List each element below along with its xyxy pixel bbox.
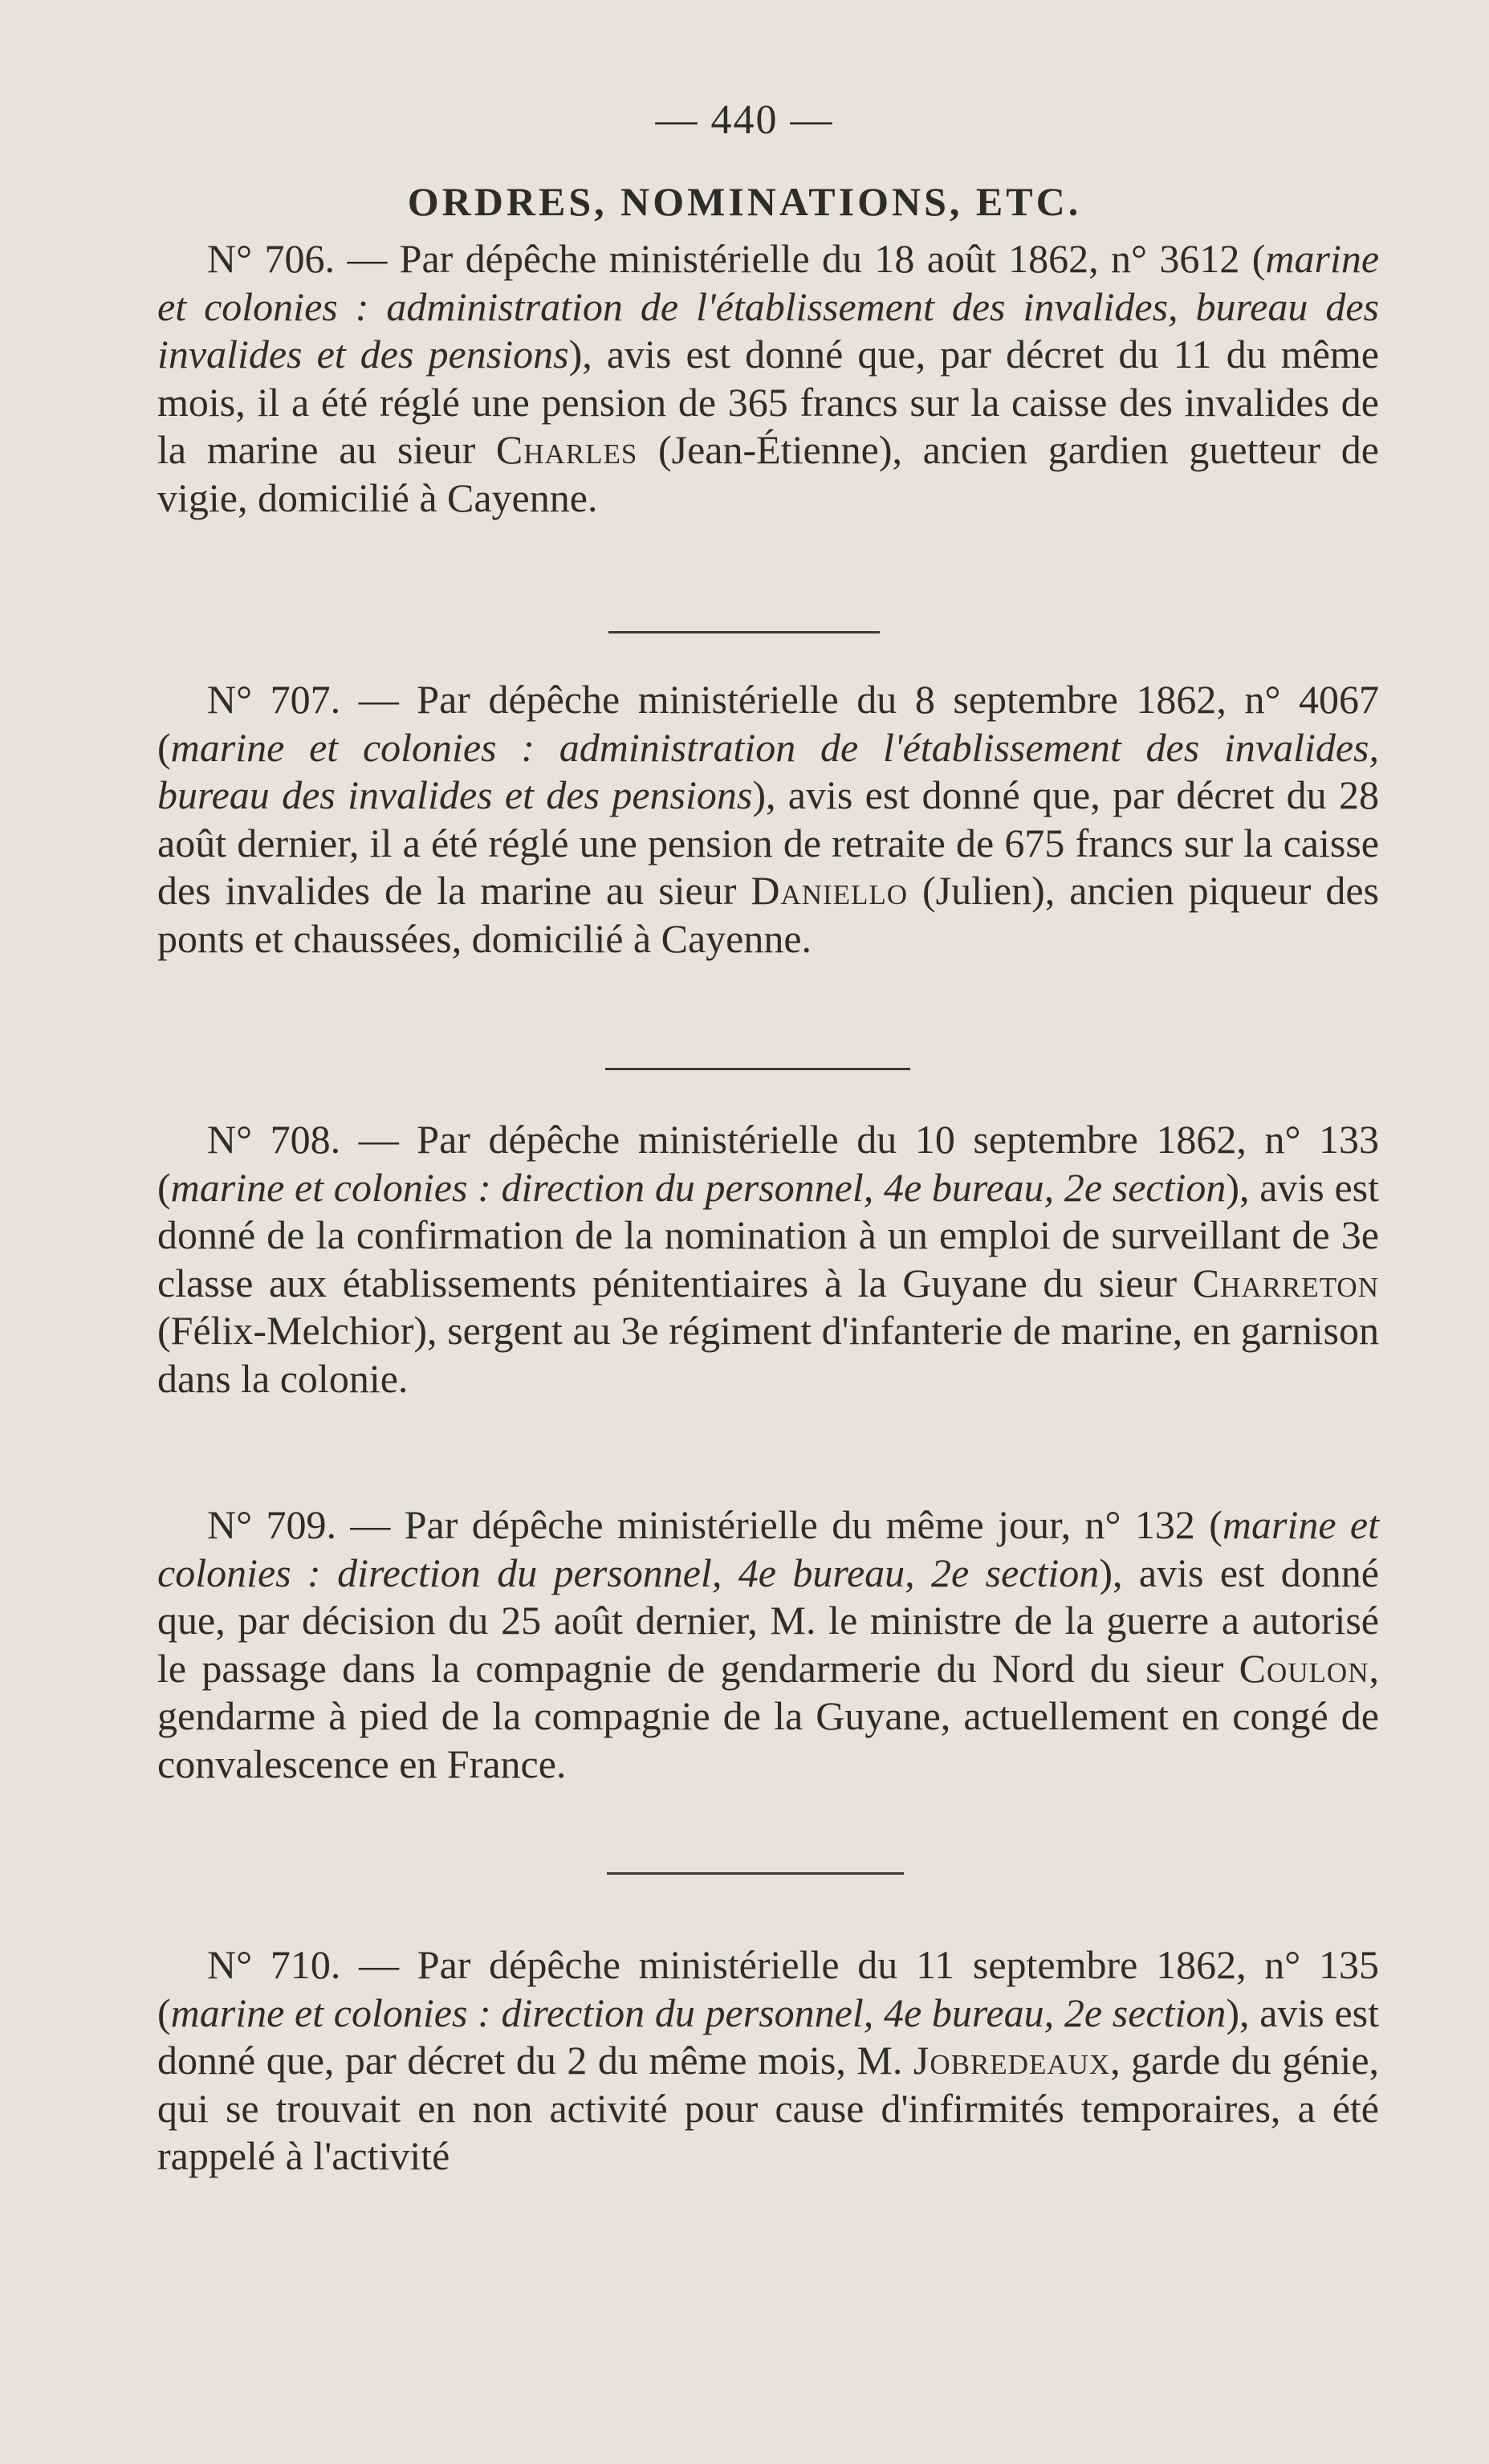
entry-text-middle: ), avis est donné que, par décret du 28 août dernier, il a été réglé une pension de retraite de 675 francs sur la caisse des invalides de la marine au sieur (157, 772, 1379, 913)
entry-person-name: Charles (495, 427, 638, 472)
entry-710 (157, 1941, 1379, 2181)
entry-number: N° 708. (207, 1117, 341, 1162)
page-number: — 440 — (655, 97, 834, 143)
entry-person-name: Daniello (751, 868, 909, 913)
entry-person-name: Charreton (1192, 1260, 1379, 1305)
separator-rule (605, 1068, 910, 1070)
entry-dash: — (347, 236, 388, 281)
entry-text-middle: ), avis est donné de la confirmation de la nomination à un emploi de surveillant de 3e classe aux établissements pénitentiaires à la Guyane du sieur (157, 1164, 1379, 1305)
entry-text-after: , gendarme à pied de la compagnie de la Guyane, actuellement en congé de convalescence en France. (157, 1645, 1379, 1786)
entry-number: N° 709. (207, 1502, 336, 1547)
entry-dash: — (358, 677, 399, 722)
entry-dash: — (359, 1942, 400, 1987)
entry-number: N° 710. (207, 1942, 341, 1987)
entry-number: N° 706. (207, 236, 335, 281)
entry-text-after: (Félix-Melchior), sergent au 3e régiment d'infanterie de marine, en garnison dans la colonie. (157, 1308, 1379, 1401)
separator-rule (607, 1872, 904, 1875)
entry-text-after: (Julien), ancien piqueur des ponts et chaussées, domicilié à Cayenne. (157, 868, 1379, 961)
entry-dash: — (358, 1117, 399, 1162)
entry-text-after: (Jean-Étienne), ancien gardien guetteur de vigie, domicilié à Cayenne. (157, 427, 1379, 520)
entry-709 (157, 1501, 1379, 1788)
entry-dash: — (350, 1502, 391, 1547)
running-title: ORDRES, NOMINATIONS, ETC. (407, 179, 1082, 224)
entry-708 (157, 1116, 1379, 1403)
entry-source: marine et colonies : administration de l'établissement des invalides, bureau des invalides et des pensions (157, 236, 1380, 377)
entry-source: marine et colonies : direction du personnel, 4e bureau, 2e section (170, 1164, 1227, 1210)
entry-text-before: Par dépêche ministérielle du 8 septembre 1862, n° 4067 ( (157, 677, 1380, 770)
entry-person-name: Jobredeaux (913, 2038, 1111, 2083)
entry-text-before: Par dépêche ministérielle du 11 septembre 1862, n° 135 ( (157, 1942, 1380, 2035)
entry-707 (157, 676, 1379, 963)
entry-text-after: , garde du génie, qui se trouvait en non activité pour cause d'infirmités temporaires, a été rappelé à l'activité (157, 2038, 1380, 2178)
entry-text-before: Par dépêche ministérielle du même jour, n° 132 ( (404, 1502, 1223, 1547)
entry-number: N° 707. (207, 677, 341, 722)
entry-person-name: Coulon (1239, 1645, 1369, 1691)
entry-text-middle: ), avis est donné que, par décision du 25 août dernier, M. le ministre de la guerre a autorisé le passage dans la compagnie de gendarmerie du Nord du sieur (157, 1550, 1380, 1691)
entry-text-middle: ), avis est donné que, par décret du 2 du même mois, M. (157, 1990, 1379, 2083)
entry-source: marine et colonies : direction du personnel, 4e bureau, 2e section (157, 1502, 1380, 1595)
entry-source: marine et colonies : administration de l'établissement des invalides, bureau des invalides et des pensions (157, 724, 1379, 817)
entry-text-before: Par dépêche ministérielle du 10 septembre 1862, n° 133 ( (157, 1117, 1380, 1210)
entry-source: marine et colonies : direction du personnel, 4e bureau, 2e section (170, 1990, 1227, 2035)
entry-text-middle: ), avis est donné que, par décret du 11 du même mois, il a été réglé une pension de 365 francs sur la caisse des invalides de la marine au sieur (157, 332, 1379, 472)
entry-706 (157, 235, 1379, 522)
entry-text-before: Par dépêche ministérielle du 18 août 1862, n° 3612 ( (399, 236, 1266, 281)
separator-rule (608, 631, 880, 633)
